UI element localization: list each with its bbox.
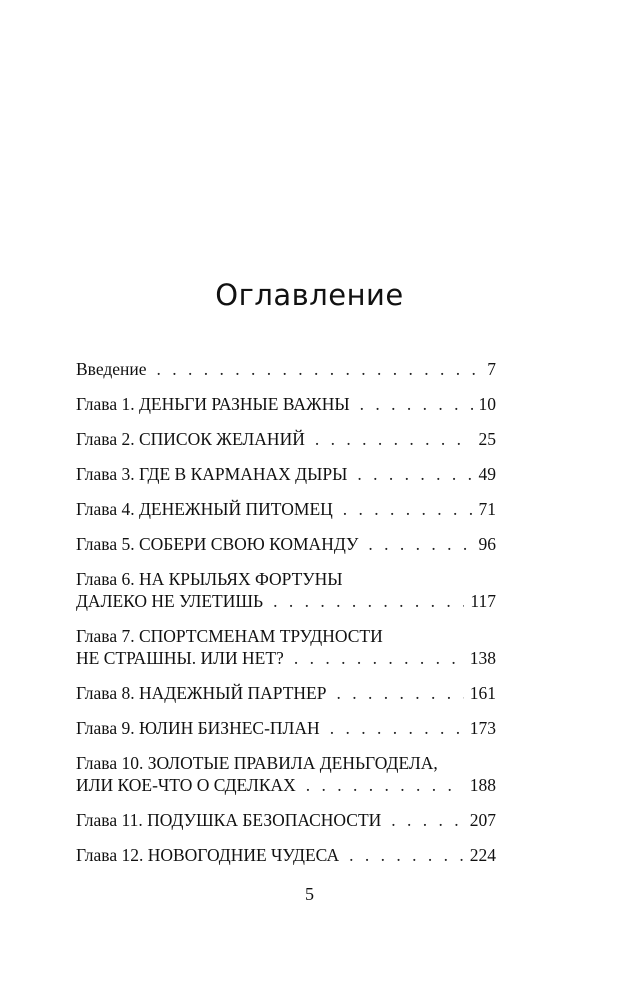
toc-entry-label: Глава 12. НОВОГОДНИЕ ЧУДЕСА [76,845,340,865]
toc-entry-label: Глава 4. ДЕНЕЖНЫЙ ПИТОМЕЦ [76,499,333,519]
toc-entry-page: 161 [469,683,496,703]
toc-entry-label: ДАЛЕКО НЕ УЛЕТИШЬ [76,591,264,611]
toc-entry-chapter-4[interactable] [76,498,496,520]
toc-entry-chapter-12[interactable] [76,844,496,866]
toc-entry-label-line1: Глава 10. ЗОЛОТЫЕ ПРАВИЛА ДЕНЬГОДЕЛА, [76,753,438,773]
toc-entry-page: 224 [469,845,496,865]
toc-entry-introduction[interactable] [76,358,496,380]
toc-entry-label: ИЛИ КОЕ-ЧТО О СДЕЛКАХ [76,775,296,795]
toc-entry-label: Глава 1. ДЕНЬГИ РАЗНЫЕ ВАЖНЫ [76,394,350,414]
toc-entry-page: 117 [470,591,496,611]
dot-leader [349,844,464,866]
dot-leader [294,647,464,669]
toc-entry-chapter-5[interactable] [76,533,496,555]
toc-entry-page: 138 [469,648,496,668]
toc-entry-chapter-7[interactable] [76,625,496,669]
table-of-contents [76,358,496,879]
toc-entry-chapter-11[interactable] [76,809,496,831]
toc-entry-page: 96 [478,534,496,554]
toc-entry-chapter-10[interactable] [76,752,496,796]
dot-leader [357,463,472,485]
dot-leader [343,498,473,520]
toc-entry-label-line1: Глава 6. НА КРЫЛЬЯХ ФОРТУНЫ [76,569,343,589]
page-title: Оглавление [215,278,404,312]
dot-leader [330,717,464,739]
toc-entry-page: 207 [469,810,496,830]
dot-leader [336,682,463,704]
toc-entry-page: 7 [487,359,496,379]
dot-leader [315,428,473,450]
toc-entry-label: НЕ СТРАШНЫ. ИЛИ НЕТ? [76,648,284,668]
dot-leader [360,393,473,415]
toc-entry-page: 10 [478,394,496,414]
toc-entry-chapter-3[interactable] [76,463,496,485]
toc-entry-label-line1: Глава 7. СПОРТСМЕНАМ ТРУДНОСТИ [76,626,383,646]
dot-leader [273,590,464,612]
toc-entry-label: Глава 9. ЮЛИН БИЗНЕС-ПЛАН [76,718,320,738]
dot-leader [368,533,472,555]
toc-entry-page: 71 [478,499,496,519]
toc-entry-chapter-8[interactable] [76,682,496,704]
toc-entry-label: Глава 11. ПОДУШКА БЕЗОПАСНОСТИ [76,810,382,830]
toc-entry-label: Глава 3. ГДЕ В КАРМАНАХ ДЫРЫ [76,464,348,484]
toc-entry-chapter-9[interactable] [76,717,496,739]
page-number: 5 [305,884,314,904]
toc-entry-page: 25 [478,429,496,449]
toc-entry-label: Глава 8. НАДЕЖНЫЙ ПАРТНЕР [76,683,327,703]
toc-entry-page: 173 [469,718,496,738]
toc-entry-label: Введение [76,359,147,379]
toc-entry-chapter-6[interactable] [76,568,496,612]
dot-leader [391,809,463,831]
toc-entry-chapter-1[interactable] [76,393,496,415]
dot-leader [306,774,464,796]
toc-entry-label: Глава 2. СПИСОК ЖЕЛАНИЙ [76,429,305,449]
toc-entry-page: 49 [478,464,496,484]
toc-entry-label: Глава 5. СОБЕРИ СВОЮ КОМАНДУ [76,534,359,554]
toc-entry-page: 188 [469,775,496,795]
toc-entry-chapter-2[interactable] [76,428,496,450]
dot-leader [157,358,482,380]
